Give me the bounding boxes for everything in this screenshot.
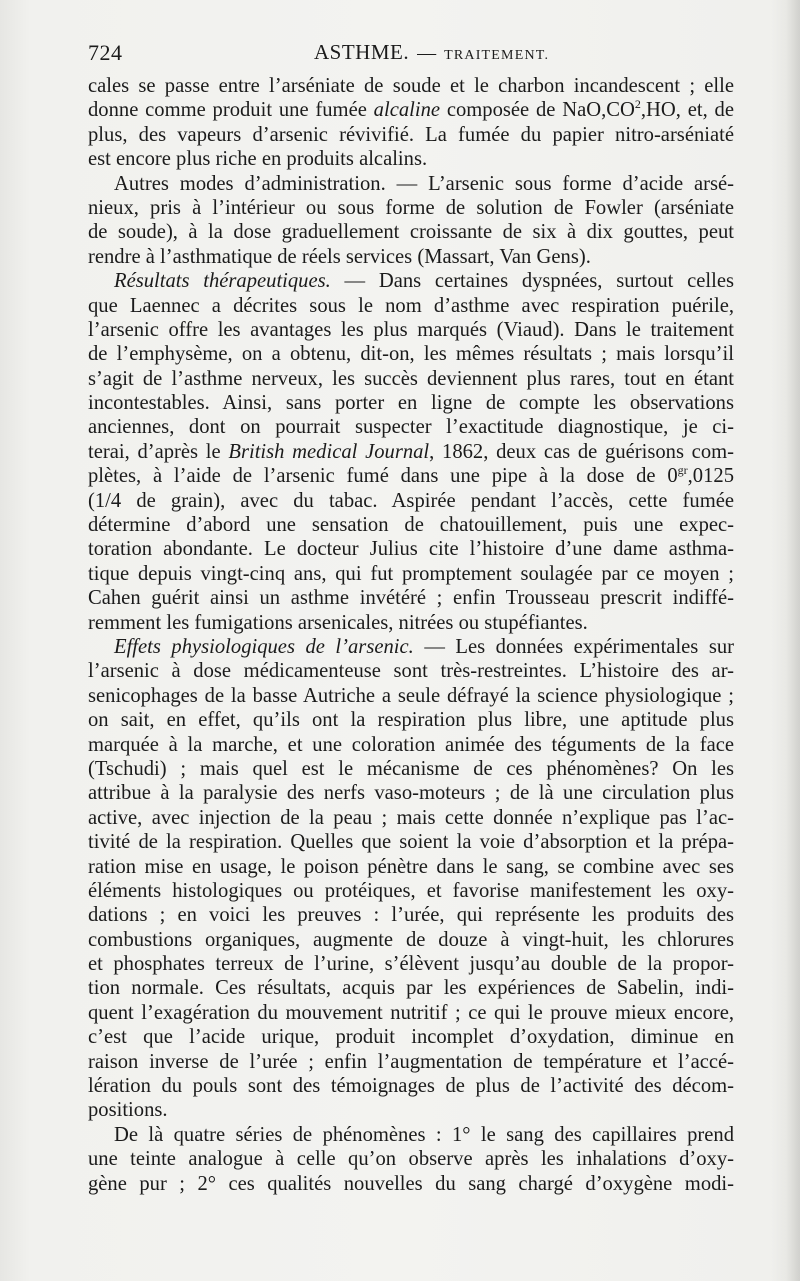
text-line	[88, 879, 734, 903]
text-line	[88, 537, 734, 561]
text-segment: attribue à la paralysie des nerfs vaso-moteurs ; de là une circulation plus	[88, 782, 734, 805]
text-segment: éléments histologiques ou protéiques, et favorise manifestement les oxy-	[88, 879, 734, 902]
text-segment: lération du pouls sont des témoignages de plus de l’activité des décom-	[88, 1075, 734, 1098]
text-segment: rendre à l’asthmatique de réels services (Massart, Van Gens).	[88, 245, 591, 268]
text-segment: plus, des vapeurs d’arsenic révivifié. La fumée du papier nitro-arséniaté	[88, 123, 734, 146]
text-segment: c’est que l’acide urique, produit incomplet d’oxydation, diminue en	[88, 1026, 734, 1049]
text-segment: détermine d’abord une sensation de chatouillement, puis une expec-	[88, 514, 734, 537]
page-header	[88, 36, 738, 66]
text-segment: , 1862, deux cas de guérisons com-	[429, 440, 734, 463]
page-number: 724	[88, 40, 123, 65]
text-segment: une teinte analogue à celle qu’on observe après les inhalations d’oxy-	[88, 1148, 734, 1171]
running-head-title: ASTHME.	[314, 40, 410, 64]
text-line	[88, 342, 734, 366]
text-line	[88, 172, 734, 196]
text-line	[88, 708, 734, 732]
text-line	[88, 733, 734, 757]
text-segment: anciennes, dont on pourrait suspecter l’exactitude diagnostique, je ci-	[88, 416, 734, 439]
text-line	[88, 928, 734, 952]
text-line	[88, 562, 734, 586]
text-line	[88, 74, 734, 98]
text-segment: plètes, à l’aide de l’arsenic fumé dans une pipe à la dose de 0	[88, 465, 678, 488]
text-line	[88, 757, 734, 781]
text-segment: l’arsenic à dose médicamenteuse sont très-restreintes. L’histoire des ar-	[88, 660, 734, 683]
text-line	[88, 1025, 734, 1049]
text-line	[88, 269, 734, 293]
text-segment: et phosphates terreux de l’urine, s’élèvent jusqu’au double de la propor-	[88, 953, 734, 976]
text-segment: gène pur ; 2° ces qualités nouvelles du sang chargé d’oxygène modi-	[88, 1172, 734, 1195]
text-line	[88, 635, 734, 659]
text-segment: de soude), à la dose graduellement croissante de six à dix gouttes, peut	[88, 221, 734, 244]
text-line	[88, 659, 734, 683]
text-line	[88, 1074, 734, 1098]
text-line	[88, 855, 734, 879]
italic-text: Résultats thérapeutiques.	[114, 270, 331, 293]
text-segment: terai, d’après le	[88, 440, 229, 463]
text-line	[88, 611, 734, 635]
running-head	[314, 40, 549, 65]
text-line	[88, 196, 734, 220]
text-segment: ,0125	[687, 465, 734, 488]
text-segment: dations ; en voici les preuves : l’urée, qui représente les produits des	[88, 904, 734, 927]
text-line	[88, 513, 734, 537]
text-line	[88, 147, 734, 171]
text-line	[88, 367, 734, 391]
text-segment: remment les fumigations arsenicales, nitrées ou stupéfiantes.	[88, 611, 588, 634]
page-edge-shadow	[786, 0, 800, 1281]
text-line	[88, 952, 734, 976]
text-segment: raison inverse de l’urée ; enfin l’augmentation de température et l’accé-	[88, 1050, 734, 1073]
text-segment: — Dans certaines dyspnées, surtout celles	[330, 270, 735, 293]
text-segment: composée de NaO,CO	[440, 99, 635, 122]
text-segment: tion normale. Ces résultats, acquis par les expériences de Sabelin, indi-	[88, 977, 734, 1000]
text-line	[88, 1123, 734, 1147]
text-segment: toration abondante. Le docteur Julius cite l’histoire d’une dame asthma-	[88, 538, 734, 561]
text-segment: de l’emphysème, on a obtenu, dit-on, les mêmes résultats ; mais lorsqu’il	[88, 343, 734, 366]
text-segment: cales se passe entre l’arséniate de soude et le charbon incandescent ; elle	[88, 75, 734, 97]
text-segment: senicophages de la basse Autriche a seule défrayé la science physiologique ;	[88, 684, 734, 707]
text-segment: active, avec injection de la peau ; mais cette donnée n’explique pas l’ac-	[88, 806, 734, 829]
text-segment: Autres modes d’administration. — L’arsenic sous forme d’acide arsé-	[114, 172, 734, 195]
text-segment: s’agit de l’asthme nerveux, les succès deviennent plus rares, tout en étant	[88, 367, 734, 390]
text-segment: — Les données expérimentales sur	[413, 635, 735, 658]
text-segment: l’arsenic offre les avantages les plus marqués (Viaud). Dans le traitement	[88, 318, 734, 341]
superscript-text: 2	[634, 97, 641, 112]
running-head-subtitle: TRAITEMENT.	[444, 48, 550, 63]
text-segment: positions.	[88, 1099, 168, 1122]
text-segment: (1/4 de grain), avec du tabac. Aspirée pendant l’accès, cette fumée	[88, 489, 734, 512]
running-head-separator: —	[417, 43, 437, 64]
text-segment: est encore plus riche en produits alcalins.	[88, 148, 428, 171]
text-line	[88, 415, 734, 439]
text-line	[88, 1098, 734, 1122]
italic-text: alcaline	[373, 99, 441, 122]
italic-text: British medical Journal	[228, 440, 430, 463]
text-segment: on sait, en effet, qu’ils ont la respiration plus libre, une aptitude plus	[88, 709, 734, 732]
text-line	[88, 220, 734, 244]
text-line	[88, 98, 734, 122]
text-segment: marquée à la marche, et une coloration animée des téguments de la face	[88, 733, 734, 756]
text-line	[88, 1172, 734, 1196]
text-segment: nieux, pris à l’intérieur ou sous forme de solution de Fowler (arséniate	[88, 196, 734, 219]
text-segment: incontestables. Ainsi, sans porter en ligne de compte les observations	[88, 392, 734, 415]
text-segment: tivité de la respiration. Quelles que soient la voie d’absorption et la prépa-	[88, 831, 734, 854]
text-segment: ration mise en usage, le poison pénètre dans le sang, se combine avec ses	[88, 855, 734, 878]
text-line	[88, 1050, 734, 1074]
text-line	[88, 806, 734, 830]
text-segment: Cahen guérit ainsi un asthme invétéré ; enfin Trousseau prescrit indiffé-	[88, 587, 734, 610]
text-segment: ,HO, et, de	[640, 99, 734, 122]
body-text	[88, 74, 734, 1196]
text-line	[88, 1001, 734, 1025]
text-segment: (Tschudi) ; mais quel est le mécanisme de ces phénomènes? On les	[88, 757, 734, 780]
text-line	[88, 391, 734, 415]
superscript-text: gr	[677, 463, 688, 478]
text-line	[88, 440, 734, 464]
text-line	[88, 1147, 734, 1171]
text-line	[88, 976, 734, 1000]
text-segment: quent l’exagération du mouvement nutritif ; ce qui le prouve mieux encore,	[88, 1001, 734, 1024]
text-line	[88, 586, 734, 610]
text-segment: tique depuis vingt-cinq ans, qui fut promptement soulagée par ce moyen ;	[88, 562, 734, 585]
text-line	[88, 830, 734, 854]
text-line	[88, 318, 734, 342]
text-segment: combustions organiques, augmente de douze à vingt-huit, les chlorures	[88, 928, 734, 951]
text-line	[88, 684, 734, 708]
text-line	[88, 903, 734, 927]
text-line	[88, 245, 734, 269]
text-line	[88, 464, 734, 488]
text-line	[88, 489, 734, 513]
text-segment: donne comme produit une fumée	[88, 99, 374, 122]
text-line	[88, 123, 734, 147]
text-line	[88, 781, 734, 805]
text-line	[88, 294, 734, 318]
italic-text: Effets physiologiques de l’arsenic.	[114, 635, 414, 658]
text-segment: De là quatre séries de phénomènes : 1° le sang des capillaires prend	[114, 1123, 734, 1146]
text-segment: que Laennec a décrites sous le nom d’asthme avec respiration puérile,	[88, 294, 734, 317]
